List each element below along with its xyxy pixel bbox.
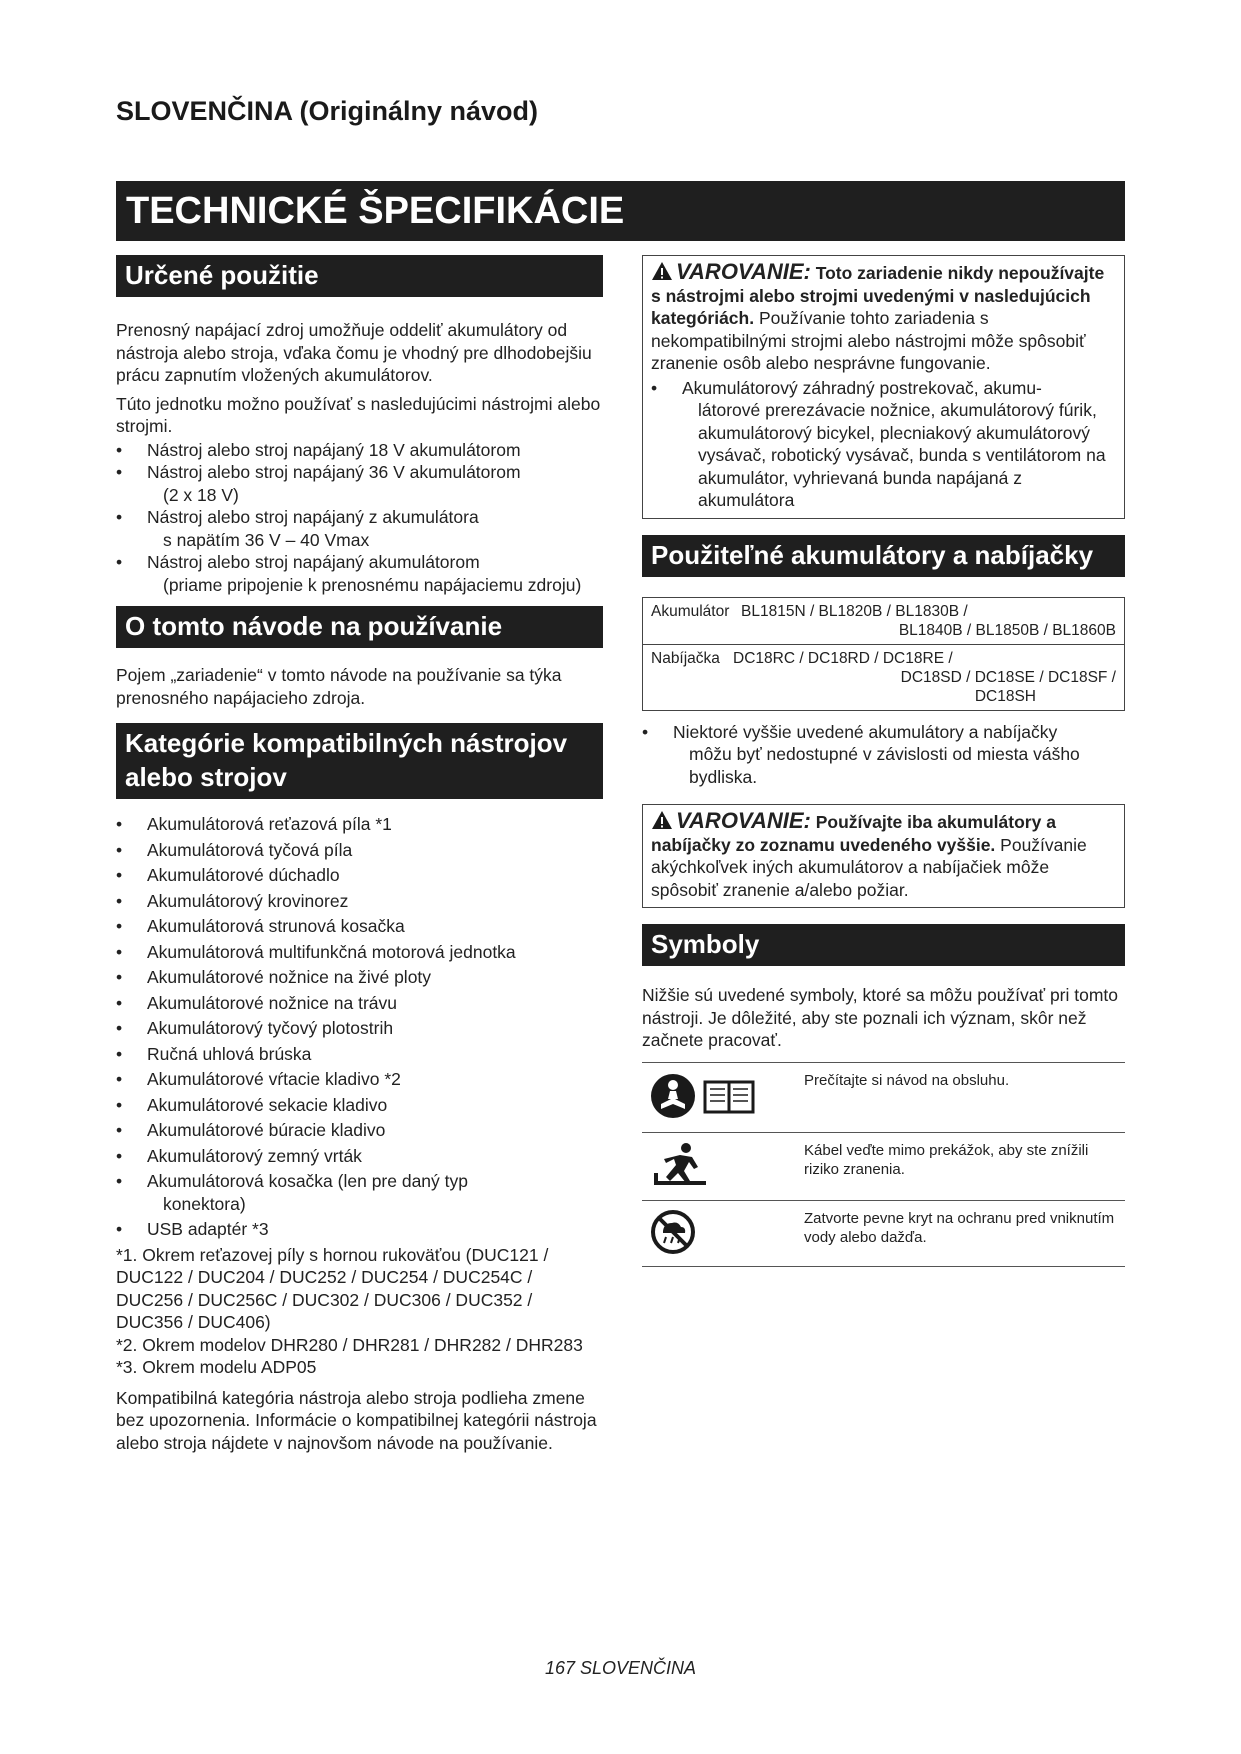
list-item: • Akumulátorová reťazová píla *1 — [116, 814, 392, 834]
categories-closing: Kompatibilná kategória nástroja alebo stroja podlieha zmene bez upozornenia. Informácie o kompatibilnej kategórii nástroja alebo stroja nájdete v najnovšom návode na používanie. — [116, 1387, 597, 1453]
list-item: • Akumulátorové vŕtacie kladivo *2 — [116, 1069, 401, 1089]
list-item: • Akumulátorová tyčová píla — [116, 839, 353, 860]
list-item: • Akumulátorové búracie kladivo — [116, 1120, 386, 1140]
table-row — [642, 1200, 1125, 1266]
warning-text: VAROVANIE: Používajte iba akumulátory a nabíjačky zo zoznamu uvedeného vyššie. Používanie akýchkoľvek iných akumulátorov a nabíjačiek môže spôsobiť zranenie a/alebo požiar. — [651, 808, 1087, 900]
list-item: • Ručná uhlová brúska — [116, 1043, 312, 1064]
no-rain-icon — [650, 1209, 696, 1255]
table-row — [642, 1062, 1125, 1132]
section-heading-categories: Kategórie kompatibilných nástrojov alebo strojov — [116, 723, 603, 799]
list-item: • Nástroj alebo stroj napájaný z akumulátora s napätím 36 V – 40 Vmax — [116, 507, 479, 550]
list-item: • Akumulátorový zemný vrták — [116, 1145, 362, 1166]
page-footer: 167 SLOVENČINA — [544, 1658, 697, 1678]
list-item: • Akumulátorové sekacie kladivo — [116, 1094, 388, 1115]
warning-box-incompatible — [642, 255, 1125, 519]
list-item: • Nástroj alebo stroj napájaný 36 V akumulátorom (2 x 18 V) — [116, 462, 521, 505]
about-manual-para: Pojem „zariadenie“ v tomto návode na používanie sa týka prenosného napájacieho zdroja. — [116, 665, 562, 708]
list-item: • Akumulátorová multifunkčná motorová jednotka — [116, 941, 516, 962]
warning-triangle-icon — [651, 261, 673, 281]
table-cell: Nabíjačka DC18RC / DC18RD / DC18RE / DC18SD / DC18SE / DC18SF / DC18SH — [643, 644, 1125, 710]
list-item: • Akumulátorový krovinorez — [116, 890, 349, 911]
table-row — [643, 597, 1125, 644]
warning-box-batteries — [642, 804, 1125, 908]
list-item: • Nástroj alebo stroj napájaný akumulátorom (priame pripojenie k prenosnému napájaciemu zdroju) — [116, 552, 582, 595]
table-row — [642, 1132, 1125, 1200]
section-heading-about-manual: O tomto návode na používanie — [116, 606, 603, 648]
table-row — [643, 644, 1125, 710]
list-item: • Akumulátorová kosačka (len pre daný typ konektora) — [116, 1171, 468, 1214]
warning-text: VAROVANIE: Toto zariadenie nikdy nepoužívajte s nástrojmi alebo strojmi uvedenými v nasledujúcich kategóriách. Používanie tohto zariadenia s nekompatibilnými strojmi alebo nástrojmi môže spôsobiť zranenie osôb alebo nesprávne fungovanie. — [651, 259, 1105, 373]
battery-charger-table — [642, 597, 1125, 711]
main-title: TECHNICKÉ ŠPECIFIKÁCIE — [116, 181, 1125, 241]
footnote-1: *1. Okrem reťazovej píly s hornou rukoväťou (DUC121 / DUC122 / DUC204 / DUC252 / DUC254 / DUC254C / DUC256 / DUC256C / DUC302 / DUC306 / DUC352 / DUC356 / DUC406) — [116, 1244, 549, 1332]
symbols-table — [642, 1062, 1125, 1267]
section-heading-batteries: Použiteľné akumulátory a nabíjačky — [642, 535, 1125, 577]
symbol-cell — [642, 1062, 804, 1132]
symbol-description: Zatvorte pevne kryt na ochranu pred vniknutím vody alebo dažďa. — [804, 1200, 1125, 1266]
intended-use-para1: Prenosný napájací zdroj umožňuje oddeliť akumulátory od nástroja alebo stroja, vďaka čomu je vhodný pre dlhodobejšiu prácu zapnutím vložených akumulátorov. — [116, 320, 592, 385]
warning-list — [651, 377, 1116, 512]
symbol-description: Kábel veďte mimo prekážok, aby ste znížili riziko zranenia. — [804, 1132, 1125, 1200]
list-item: • Akumulátorové nožnice na trávu — [116, 992, 397, 1013]
right-column — [642, 255, 1132, 1267]
language-title: SLOVENČINA (Originálny návod) — [116, 96, 539, 126]
list-item: • Akumulátorové dúchadlo — [116, 865, 340, 885]
symbols-intro: Nižšie sú uvedené symboly, ktoré sa môžu používať pri tomto nástroji. Je dôležité, aby ste poznali ich význam, skôr než začnete pracovať. — [642, 985, 1119, 1050]
section-heading-intended-use: Určené použitie — [116, 255, 603, 297]
symbol-description: Prečítajte si návod na obsluhu. — [804, 1062, 1125, 1132]
symbol-cell — [642, 1200, 804, 1266]
footnote-2: *2. Okrem modelov DHR280 / DHR281 / DHR282 / DHR283 — [116, 1334, 583, 1355]
list-item: • Akumulátorový tyčový plotostrih — [116, 1018, 394, 1038]
intended-use-para2: Túto jednotku možno používať s nasledujúcimi nástrojmi alebo strojmi. — [116, 393, 601, 436]
section-heading-symbols: Symboly — [642, 924, 1125, 966]
list-item: • Nástroj alebo stroj napájaný 18 V akumulátorom — [116, 439, 521, 460]
list-item: • Niektoré vyššie uvedené akumulátory a nabíjačky môžu byť nedostupné v závislosti od miesta vášho bydliska. — [642, 721, 1080, 787]
battery-note-list — [642, 721, 1132, 789]
intended-use-list — [116, 439, 603, 597]
left-column — [116, 255, 603, 1454]
table-cell: Akumulátor BL1815N / BL1820B / BL1830B / BL1840B / BL1850B / BL1860B — [643, 597, 1125, 644]
list-item: • Akumulátorový záhradný postrekovač, akumu- látorové prerezávacie nožnice, akumulátorový fúrik, akumulátorový bicykel, plecniakový akumulátorový vysávač, robotický vysávač, bunda s ventilátorom na akumulátor, vyhrievaná bunda napájaná z akumulátora — [651, 377, 1106, 510]
warning-triangle-icon — [651, 810, 673, 830]
list-item: • Akumulátorová strunová kosačka — [116, 916, 405, 936]
read-manual-icon — [650, 1071, 760, 1121]
list-item: • Akumulátorové nožnice na živé ploty — [116, 967, 432, 987]
categories-list — [116, 813, 603, 1241]
list-item: • USB adaptér *3 — [116, 1219, 269, 1239]
symbol-cell — [642, 1132, 804, 1200]
trip-hazard-icon — [650, 1141, 710, 1189]
footnote-3: *3. Okrem modelu ADP05 — [116, 1357, 317, 1377]
